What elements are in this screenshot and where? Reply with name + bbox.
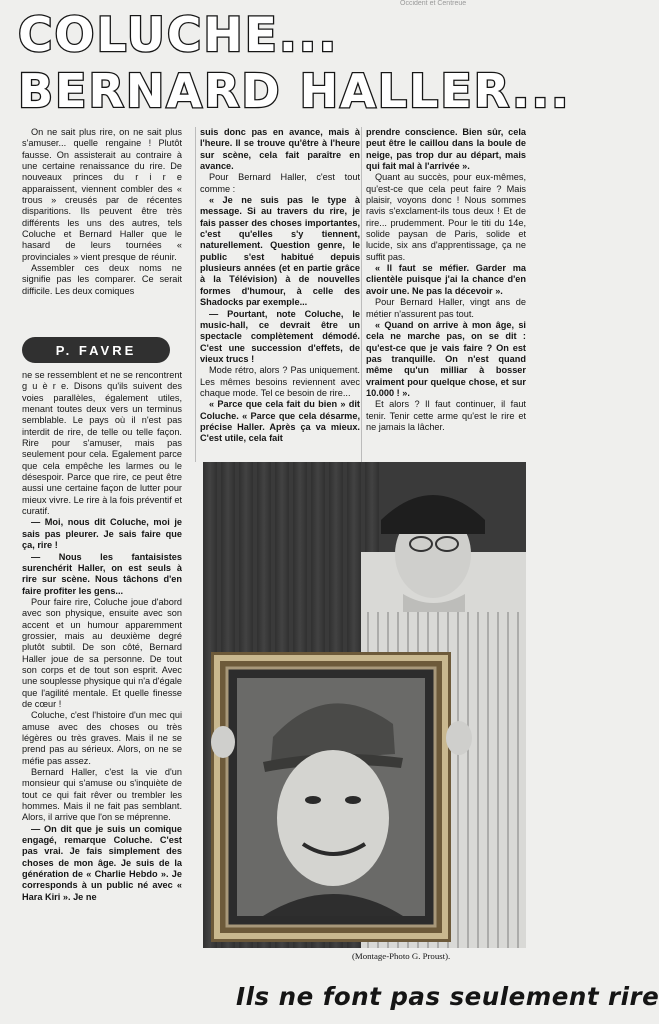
paragraph: « Parce que cela fait du bien » dit Coluche. « Parce que cela désarme, précise Haller. Après ça va mieux. C'est utile, cela fait xyxy=(200,399,360,444)
headline-line-1: COLUCHE... xyxy=(18,8,339,63)
paragraph: Et alors ? Il faut continuer, il faut tenir. Tenir cette arme qu'est le rire et ne jamais la lâcher. xyxy=(366,399,526,432)
photo-credit: (Montage-Photo G. Proust). xyxy=(352,951,451,961)
article-column-1-top xyxy=(22,127,182,330)
author-byline: P. FAVRE xyxy=(22,337,170,363)
paragraph: Assembler ces deux noms ne signifie pas les comparer. Ce serait difficile. Les deux comiques xyxy=(22,263,182,296)
paragraph: Mode rétro, alors ? Pas uniquement. Les mêmes besoins reviennent avec chaque mode. Tel ce besoin de rire... xyxy=(200,365,360,398)
headline-line-2: BERNARD HALLER... xyxy=(18,64,571,118)
paragraph: Pour Bernard Haller, c'est tout comme : xyxy=(200,172,360,194)
header-fragment: Occident et Centreue xyxy=(400,0,467,7)
article-tagline: Ils ne font pas seulement rire xyxy=(236,982,659,1011)
paragraph: suis donc pas en avance, mais à l'heure. Il se trouve qu'être à l'heure sur scène, cela fait paraître en avance. xyxy=(200,127,360,172)
article-column-3 xyxy=(366,127,526,467)
column-divider xyxy=(195,127,196,462)
paragraph: — Pourtant, note Coluche, le music-hall, ce devrait être un spectacle complètement démodé. C'est une succession d'effets, de vieux trucs ! xyxy=(200,308,360,364)
paragraph: Coluche, c'est l'histoire d'un mec qui amuse avec des choses ou très légères ou très graves. Mais il ne se prend pas au sérieux. Alors, on ne se méfie pas assez. xyxy=(22,710,182,766)
paragraph: « Quand on arrive à mon âge, si cela ne marche pas, on se dit : qu'est-ce que je vais faire ? On est pas tranquille. On n'est quand même qu'un milliar à bosser vraiment pour quelque chose, et sur 10.000 ! ». xyxy=(366,319,526,398)
paragraph: On ne sait plus rire, on ne sait plus s'amuser... quelle rengaine ! Plutôt fausse. On assisterait au contraire à une certaine renaissance du rire. De nouveaux princes du r i r e apparaissent, viennent combler des « trous » creusés par de récentes disparitions. Ils peuvent être très différents les uns des autres, tels Coluche et Bernard Haller que le hasard de leurs tournées « provinciales » vient presque de réunir. xyxy=(22,127,182,262)
column-divider xyxy=(361,127,362,462)
paragraph: « Il faut se méfier. Garder ma clientèle puisque j'ai la chance d'en avoir une. Ne pas la décevoir ». xyxy=(366,263,526,296)
article-photo xyxy=(203,462,526,948)
paragraph: — Nous les fantaisistes surenchérit Haller, on est seuls à rire sur scène. Nous tâchons d'en faire profiter les gens... xyxy=(22,551,182,596)
paragraph: Pour faire rire, Coluche joue d'abord avec son physique, ensuite avec son accent et un humour apparemment grossier, mais au deuxième degré plutôt subtil. De son côté, Bernard Haller joue de sa personne. De tout son corps et de tout son esprit. Avec une souplesse physique qui n'a d'égale que l'agilité mentale. Et quelle finesse de cœur ! xyxy=(22,596,182,709)
paragraph: prendre conscience. Bien sûr, cela peut être le caillou dans la boule de neige, pas trop dur au départ, mais qui fait mal à l'arrivée ». xyxy=(366,127,526,172)
article-column-2 xyxy=(200,127,360,467)
paragraph: Quant au succès, pour eux-mêmes, qu'est-ce que cela peut faire ? Mais plaisir, voyons donc ! Nous sommes ravis s'exclament-ils tous deux ! Et de rire... prudemment. Pour le titi du 14e, solide paysan de Paris, solide et lucide, six ans d'apprentissage, ça ne suffit pas. xyxy=(366,172,526,262)
paragraph: ne se ressemblent et ne se rencontrent g u è r e. Disons qu'ils suivent des voies parallèles, également utiles, menant toutes deux vers un terminus semblable. Le pays où il n'est pas interdit de rire, de telle ou telle façon. Rire pour s'amuser, mais pas seulement pour cela. Egalement parce que cela empêche les larmes ou le désespoir. Parce que rire, ce peut être aussi une certaine façon de lutter pour mieux vivre. Le rire à la fois préventif et curatif. xyxy=(22,370,182,517)
photo-montage-illustration xyxy=(203,462,526,948)
article-column-1-bottom xyxy=(22,370,182,975)
paragraph: « Je ne suis pas le type à message. Si au travers du rire, je fais passer des choses importantes, c'est qu'elles s'y tiennent, naturellement. Question genre, le public s'est habitué depuis plusieurs années (et en partie grâce à la Télévision) à de nouvelles formes d'humour, à celle des Shadocks par exemple... xyxy=(200,195,360,308)
paragraph: — Moi, nous dit Coluche, moi je sais pas pleurer. Je sais faire que ça, rire ! xyxy=(22,517,182,551)
paragraph: Bernard Haller, c'est la vie d'un monsieur qui s'amuse ou s'inquiète de tout ce qui fait rêver ou trembler les hommes. Mais il ne fait pas semblant. Alors, il arrive que l'on se méprenne. xyxy=(22,767,182,823)
paragraph: — On dit que je suis un comique engagé, remarque Coluche. C'est pas vrai. Je fais simplement des choses de mon âge. Je suis de la génération de « Charlie Hebdo ». Je corresponds à un public né avec « Hara Kiri ». Je ne xyxy=(22,823,182,902)
paragraph: Pour Bernard Haller, vingt ans de métier n'assurent pas tout. xyxy=(366,297,526,319)
